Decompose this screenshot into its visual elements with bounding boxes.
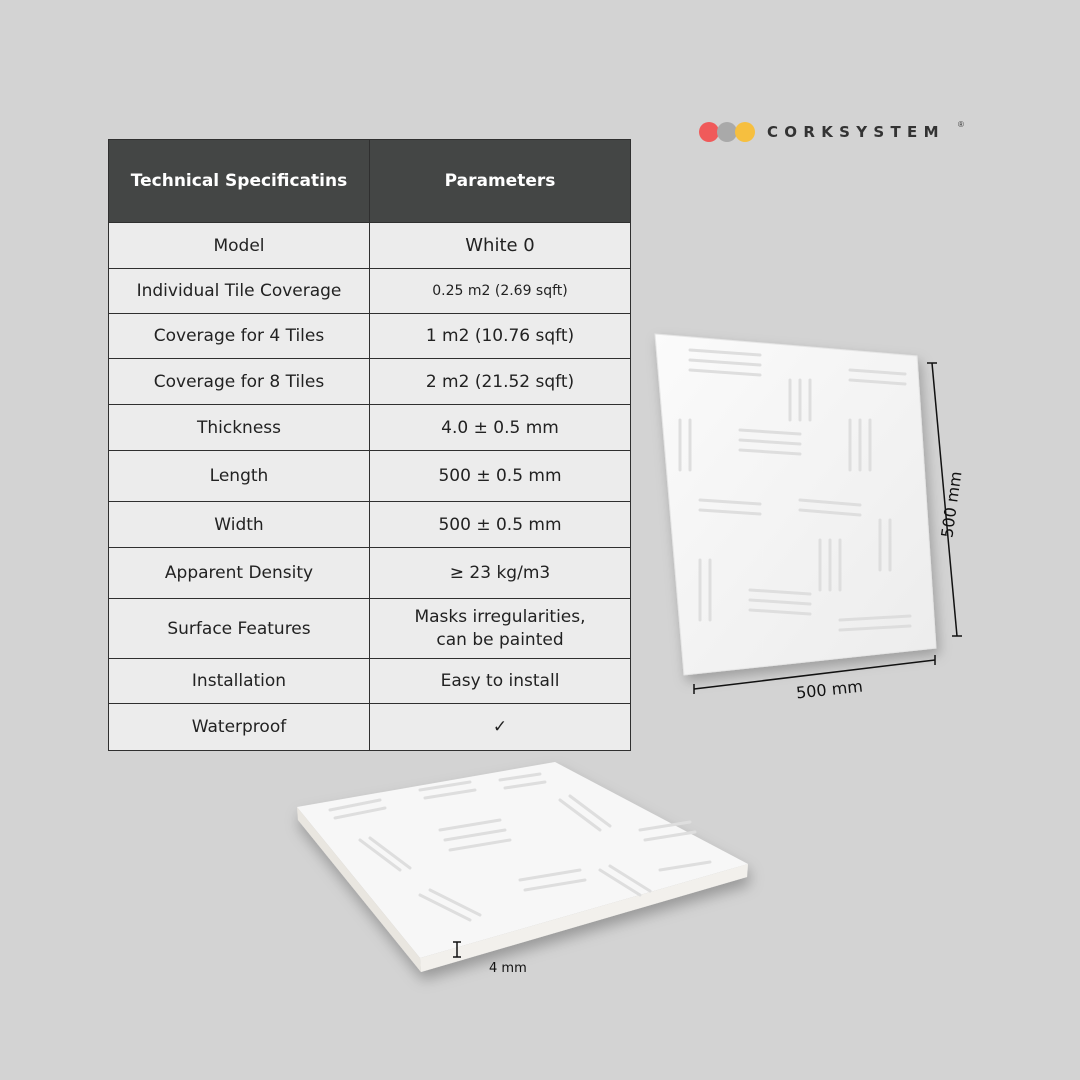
row-value: 500 ± 0.5 mm	[370, 451, 631, 502]
row-spec: Width	[109, 502, 370, 548]
row-spec: Coverage for 8 Tiles	[109, 359, 370, 405]
dimension-width-label: 500 mm	[795, 676, 864, 703]
dimension-thickness-label: 4 mm	[489, 961, 527, 976]
registered-mark: ®	[958, 120, 964, 129]
header-param: Parameters	[370, 140, 631, 223]
row-value-line1: Masks irregularities,	[414, 606, 586, 627]
row-spec: Length	[109, 451, 370, 502]
row-spec: Waterproof	[109, 704, 370, 751]
header-spec: Technical Specificatins	[109, 140, 370, 223]
row-value: 0.25 m2 (2.69 sqft)	[370, 269, 631, 314]
row-spec: Surface Features	[109, 599, 370, 659]
row-value: 2 m2 (21.52 sqft)	[370, 359, 631, 405]
dimension-height-label: 500 mm	[937, 470, 966, 539]
row-value: White 0	[370, 223, 631, 269]
row-spec: Model	[109, 223, 370, 269]
brand-name: CORKSYSTEM	[767, 123, 945, 141]
row-value: Easy to install	[370, 659, 631, 704]
row-spec: Apparent Density	[109, 548, 370, 599]
row-value: 1 m2 (10.76 sqft)	[370, 314, 631, 359]
row-value: ≥ 23 kg/m3	[370, 548, 631, 599]
row-spec: Coverage for 4 Tiles	[109, 314, 370, 359]
row-spec: Installation	[109, 659, 370, 704]
row-spec: Individual Tile Coverage	[109, 269, 370, 314]
row-value-line2: can be painted	[436, 629, 564, 650]
checkmark-icon: ✓	[370, 704, 631, 751]
row-value: 500 ± 0.5 mm	[370, 502, 631, 548]
row-value: 4.0 ± 0.5 mm	[370, 405, 631, 451]
row-spec: Thickness	[109, 405, 370, 451]
